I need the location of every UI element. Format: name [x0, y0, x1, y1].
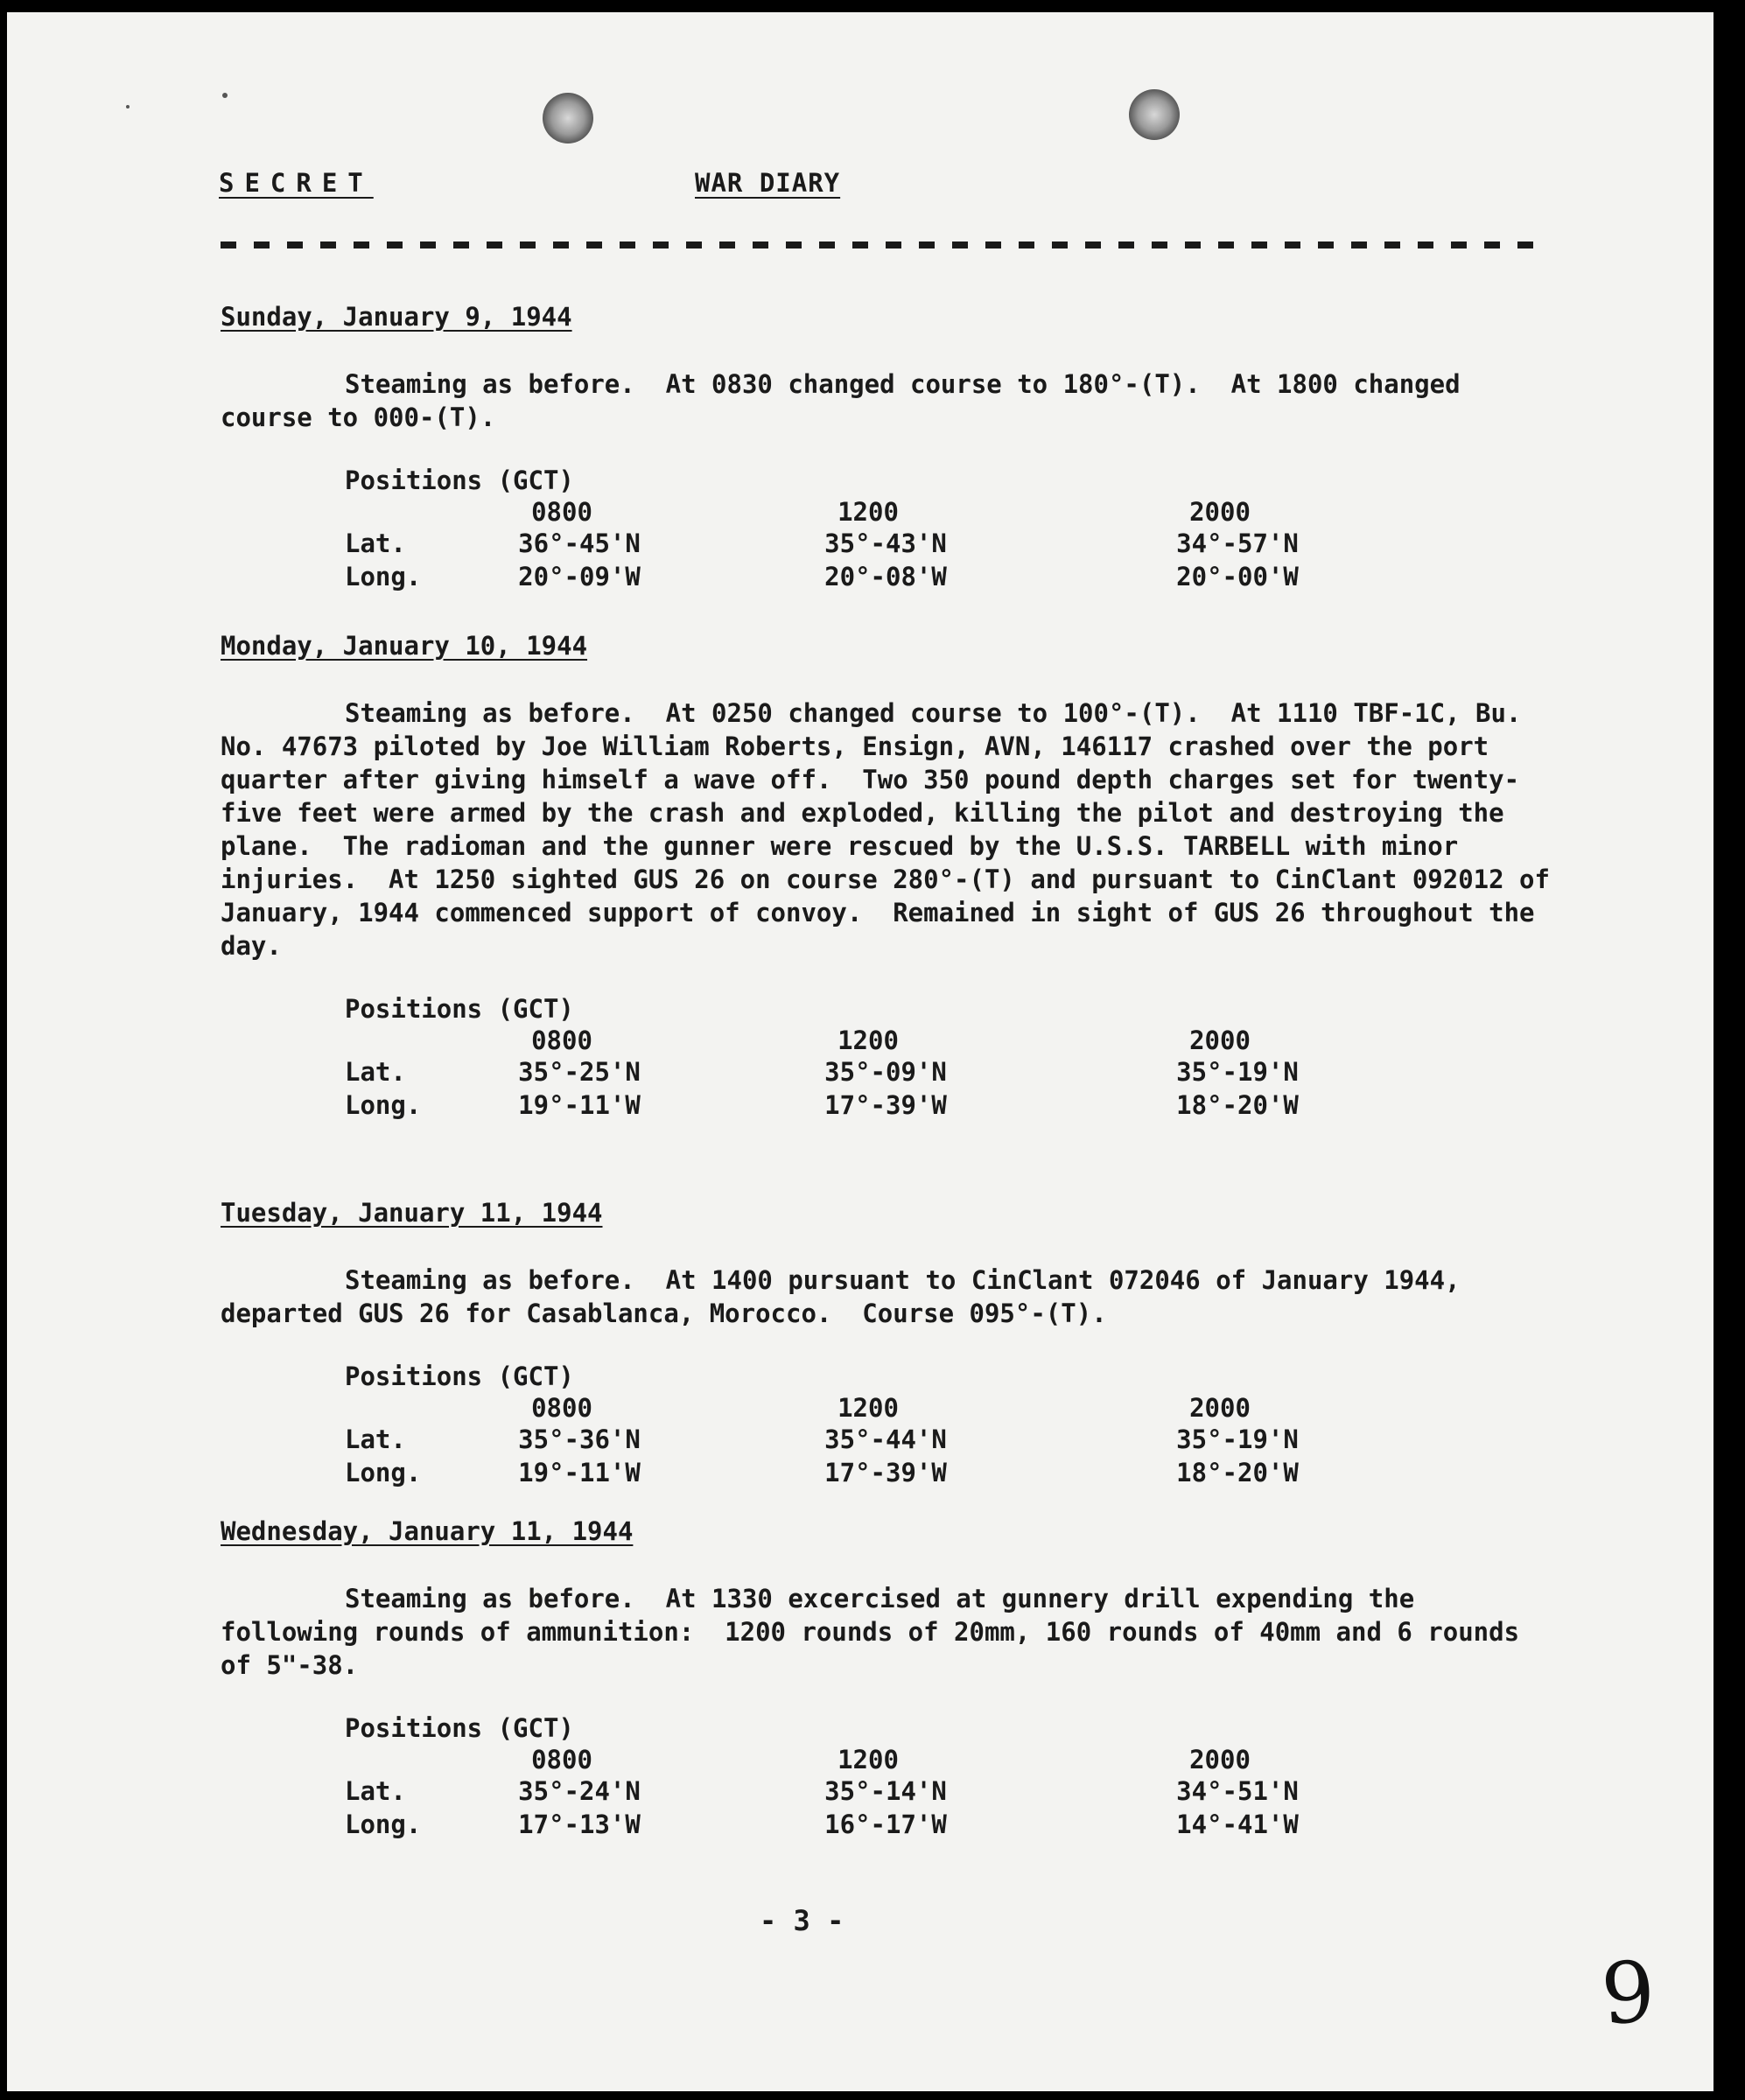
time-header: 1200 — [837, 1026, 899, 1055]
time-header: 1200 — [837, 1393, 899, 1423]
positions-title: Positions (GCT) — [345, 1713, 574, 1743]
dashed-divider — [221, 242, 1551, 248]
entry-text: Steaming as before. At 1330 excercised at gunnery drill expending the following rounds of ammunition: 1200 rounds of 20mm, 160 rounds of 40mm and 6 rounds of 5"-38. — [221, 1584, 1535, 1680]
long-value: 17°-13'W — [518, 1810, 641, 1839]
lat-value: 34°-51'N — [1176, 1776, 1299, 1806]
lat-value: 35°-24'N — [518, 1776, 641, 1806]
time-header: 1200 — [837, 1745, 899, 1774]
speck — [222, 93, 228, 98]
entry-date: Tuesday, January 11, 1944 — [221, 1198, 603, 1228]
diary-entry — [221, 299, 1551, 597]
lat-label: Lat. — [345, 1424, 406, 1454]
positions-table — [345, 1362, 1551, 1493]
speck — [126, 105, 130, 108]
lat-value: 34°-57'N — [1176, 528, 1299, 558]
long-value: 20°-08'W — [824, 562, 947, 592]
long-value: 14°-41'W — [1176, 1810, 1299, 1839]
lat-label: Lat. — [345, 1057, 406, 1087]
diary-entry — [221, 1514, 1551, 1844]
lat-label: Lat. — [345, 1776, 406, 1806]
time-header: 0800 — [531, 1393, 592, 1423]
entry-text: Steaming as before. At 0830 changed course to 180°-(T). At 1800 changed course to 000-(T). — [221, 369, 1476, 432]
long-label: Long. — [345, 562, 422, 592]
punch-hole — [543, 93, 593, 144]
long-value: 17°-39'W — [824, 1090, 947, 1120]
long-value: 19°-11'W — [518, 1458, 641, 1488]
lat-value: 35°-19'N — [1176, 1057, 1299, 1087]
time-header: 0800 — [531, 1026, 592, 1055]
time-header: 2000 — [1189, 497, 1251, 527]
entry-date: Wednesday, January 11, 1944 — [221, 1516, 634, 1546]
entry-text: Steaming as before. At 0250 changed course to 100°-(T). At 1110 TBF-1C, Bu. No. 47673 piloted by Joe William Roberts, Ensign, AVN, 146117 crashed over the port quarter after giving himself a wave off. Two 350 pound depth charges set for twenty-five feet were armed by the crash and exploded, killing the pilot and destroying the plane. The radioman and the gunner were rescued by the U.S.S. TARBELL with minor injuries. At 1250 sighted GUS 26 on course 280°-(T) and pursuant to CinClant 092012 of January, 1944 commenced support of convoy. Remained in sight of GUS 26 throughout the day. — [221, 698, 1566, 961]
positions-table — [345, 466, 1551, 597]
entry-text: Steaming as before. At 1400 pursuant to CinClant 072046 of January 1944, departed GUS 26 for Casablanca, Morocco. Course 095°-(T). — [221, 1265, 1476, 1328]
lat-label: Lat. — [345, 528, 406, 558]
time-header: 2000 — [1189, 1026, 1251, 1055]
lat-value: 35°-44'N — [824, 1424, 947, 1454]
positions-table — [345, 994, 1551, 1125]
entry-date: Sunday, January 9, 1944 — [221, 302, 572, 332]
handwritten-page-number: 9 — [1598, 1942, 1658, 2044]
long-value: 19°-11'W — [518, 1090, 641, 1120]
positions-table — [345, 1713, 1551, 1844]
lat-value: 36°-45'N — [518, 528, 641, 558]
lat-value: 35°-14'N — [824, 1776, 947, 1806]
long-value: 18°-20'W — [1176, 1090, 1299, 1120]
time-header: 2000 — [1189, 1745, 1251, 1774]
punch-hole — [1129, 89, 1180, 140]
time-header: 0800 — [531, 1745, 592, 1774]
entry-date: Monday, January 10, 1944 — [221, 631, 588, 661]
time-header: 1200 — [837, 497, 899, 527]
lat-value: 35°-43'N — [824, 528, 947, 558]
lat-value: 35°-09'N — [824, 1057, 947, 1087]
long-label: Long. — [345, 1458, 422, 1488]
time-header: 2000 — [1189, 1393, 1251, 1423]
long-label: Long. — [345, 1810, 422, 1839]
classification-label: SECRET — [219, 168, 374, 198]
long-value: 16°-17'W — [824, 1810, 947, 1839]
document-page — [7, 12, 1713, 2091]
long-value: 20°-00'W — [1176, 562, 1299, 592]
lat-value: 35°-36'N — [518, 1424, 641, 1454]
lat-value: 35°-19'N — [1176, 1424, 1299, 1454]
long-value: 17°-39'W — [824, 1458, 947, 1488]
document-title: WAR DIARY — [695, 168, 841, 198]
page-number: - 3 - — [760, 1904, 844, 1937]
positions-title: Positions (GCT) — [345, 994, 574, 1024]
long-value: 18°-20'W — [1176, 1458, 1299, 1488]
diary-entry — [221, 628, 1566, 1125]
long-label: Long. — [345, 1090, 422, 1120]
positions-title: Positions (GCT) — [345, 466, 574, 495]
positions-title: Positions (GCT) — [345, 1362, 574, 1391]
long-value: 20°-09'W — [518, 562, 641, 592]
lat-value: 35°-25'N — [518, 1057, 641, 1087]
time-header: 0800 — [531, 497, 592, 527]
diary-entry — [221, 1195, 1551, 1493]
